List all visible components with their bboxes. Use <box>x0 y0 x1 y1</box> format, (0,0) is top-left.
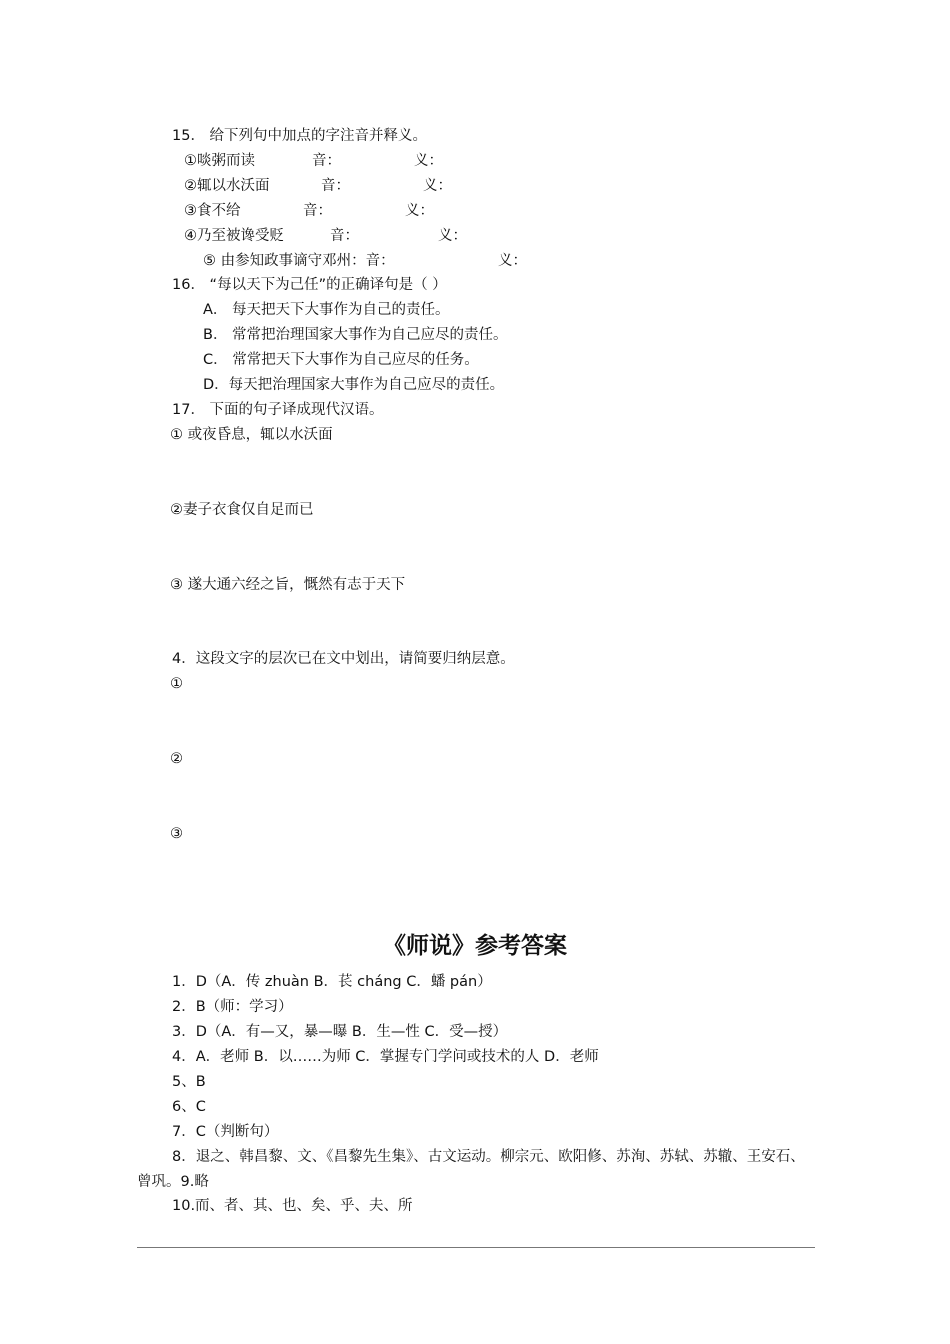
q15-item-5-yi: 义： <box>498 253 527 269</box>
q15-item-4-text: ④乃至被谗受贬 <box>184 228 284 244</box>
q4-mark-1: ① <box>170 676 183 692</box>
answer-line-2: 2．B（师：学习） <box>172 999 293 1015</box>
q17-title: 17． 下面的句子译成现代汉语。 <box>172 402 384 418</box>
q4-mark-2: ② <box>170 751 183 767</box>
q4-title: 4．这段文字的层次已在文中划出，请简要归纳层意。 <box>172 651 515 667</box>
q16-option-d: D．每天把治理国家大事作为自己应尽的责任。 <box>203 377 505 393</box>
q15-item-5-text: ⑤ 由参知政事谪守邓州：音： <box>203 253 395 269</box>
footer-divider <box>137 1247 815 1248</box>
q16-option-b: B． 常常把治理国家大事作为自己应尽的责任。 <box>203 327 508 343</box>
q15-item-1-text: ①啖粥而读 <box>184 153 255 169</box>
q15-item-3-text: ③食不给 <box>184 203 241 219</box>
q15-item-2-yin: 音： <box>321 178 350 194</box>
q17-item-3: ③ 遂大通六经之旨，慨然有志于天下 <box>170 577 406 593</box>
q15-item-1-yi: 义： <box>414 153 443 169</box>
q15-item-3-yin: 音： <box>303 203 332 219</box>
q15-item-1 <box>184 151 255 171</box>
q15-item-3-yi: 义： <box>405 203 434 219</box>
answer-line-8: 8．退之、韩昌黎、文、《昌黎先生集》、古文运动。柳宗元、欧阳修、苏洵、苏轼、苏辙、王安石、 <box>172 1149 805 1165</box>
q15-item-4-yin: 音： <box>330 228 359 244</box>
answer-line-1: 1．D（A．传 zhuàn B．苌 cháng C．蟠 pán） <box>172 974 492 990</box>
answer-line-3: 3．D（A．有—又，暴—曝 B．生—性 C．受—授） <box>172 1024 508 1040</box>
q17-item-2: ②妻子衣食仅自足而已 <box>170 502 314 518</box>
answers-title: 《师说》参考答案 <box>383 933 567 959</box>
answer-line-8-cont: 曾巩。9.略 <box>137 1174 209 1190</box>
q4-mark-3: ③ <box>170 826 183 842</box>
answer-line-4: 4．A．老师 B．以……为师 C．掌握专门学问或技术的人 D．老师 <box>172 1049 599 1065</box>
q15-item-4-yi: 义： <box>438 228 467 244</box>
q15-title: 15． 给下列句中加点的字注音并释义。 <box>172 128 428 144</box>
answer-line-10: 10.而、者、其、也、矣、乎、夫、所 <box>172 1198 413 1214</box>
q16-option-a: A． 每天把天下大事作为自己的责任。 <box>203 302 450 318</box>
q17-item-1: ① 或夜昏息，辄以水沃面 <box>170 427 333 443</box>
q15-item-2-text: ②辄以水沃面 <box>184 178 270 194</box>
q15-item-2-yi: 义： <box>423 178 452 194</box>
answer-line-6: 6、C <box>172 1099 206 1115</box>
q15-item-1-yin: 音： <box>312 153 341 169</box>
q16-option-c: C． 常常把天下大事作为自己应尽的任务。 <box>203 352 479 368</box>
q16-title: 16． “每以天下为己任”的正确译句是（ ） <box>172 277 447 293</box>
answer-line-7: 7．C（判断句） <box>172 1124 279 1140</box>
answer-line-5: 5、B <box>172 1074 206 1090</box>
